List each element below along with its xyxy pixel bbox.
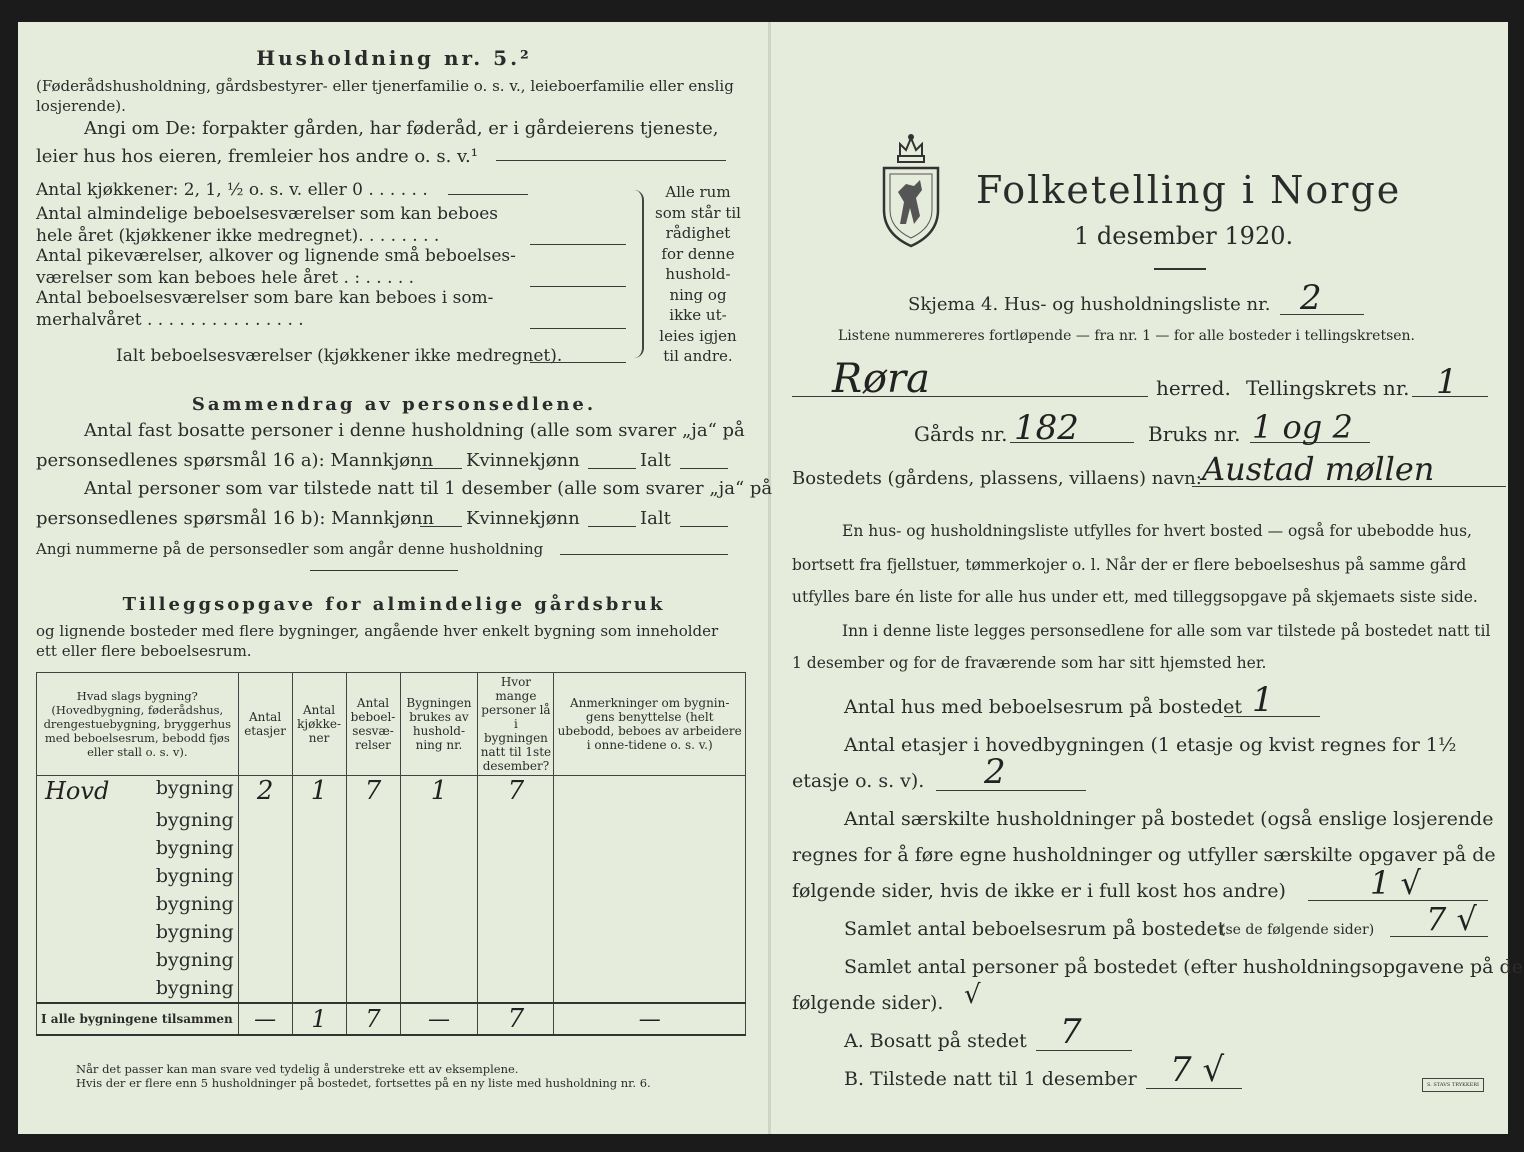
personer-label-1: Samlet antal personer på bostedet (efter husholdningsopgavene på de (844, 956, 1523, 978)
row-label[interactable]: bygning (37, 890, 239, 918)
tillegg-heading: Tilleggsopgave for almindelige gårdsbruk (122, 594, 666, 615)
angi-question-1: Angi om De: forpakter gården, har føderåd, er i gårdeierens tjeneste, (84, 118, 719, 139)
kjokken-cell[interactable] (292, 834, 346, 862)
hush-cell[interactable] (400, 776, 478, 807)
tilstede-kvinne-answer[interactable] (588, 526, 636, 527)
anm-cell[interactable] (554, 834, 746, 862)
etasjer-cell[interactable] (238, 918, 292, 946)
husholdninger-value[interactable]: 1 √ (1370, 864, 1421, 902)
sammendrag-p1-1: Antal fast bosatte personer i denne husholdning (alle som svarer „ja“ på (84, 420, 745, 441)
bruks-value[interactable]: 1 og 2 (1252, 408, 1353, 446)
anm-cell[interactable] (554, 776, 746, 807)
etasjer-label-1: Antal etasjer i hovedbygningen (1 etasje og kvist regnes for 1½ (844, 734, 1457, 756)
table-row (37, 862, 746, 890)
ialt-label: Ialt (640, 508, 671, 529)
bosatt-label: A. Bosatt på stedet (844, 1030, 1027, 1052)
side-note-line: leies igjen (659, 326, 737, 345)
pers-cell[interactable] (478, 776, 554, 807)
kjokken-cell[interactable] (292, 974, 346, 1003)
fast-mann-answer[interactable] (420, 468, 462, 469)
hus-label: Antal hus med beboelsesrum på bostedet (844, 696, 1243, 718)
table-row (37, 946, 746, 974)
sommer-label-1: Antal beboelsesværelser som bare kan beboes i som- (36, 288, 494, 308)
pers-cell[interactable] (478, 946, 554, 974)
bosatt-value[interactable]: 7 (1060, 1012, 1082, 1052)
krets-label: Tellingskrets nr. (1246, 376, 1410, 400)
personer-check[interactable]: √ (964, 980, 981, 1010)
table-row (37, 806, 746, 834)
etasjer-cell[interactable] (238, 834, 292, 862)
ialt-label: Ialt (640, 450, 671, 471)
pers-cell[interactable] (478, 806, 554, 834)
kjokken-cell[interactable] (292, 862, 346, 890)
right-page (770, 22, 1523, 1134)
rom-cell[interactable] (346, 776, 400, 807)
row-label: bygning (155, 777, 234, 799)
pike-label-2: værelser som kan beboes hele året . : . . . . . (36, 268, 415, 288)
angi-question-2: leier hus hos eieren, fremleier hos andre o. s. v.¹ (36, 146, 478, 167)
instructions-2: bortsett fra fjellstuer, tømmerkojer o. l. Når der er flere beboelseshus på samme gård (792, 556, 1467, 574)
pers-cell[interactable] (478, 918, 554, 946)
sommer-label-2: merhalvåret . . . . . . . . . . . . . . . (36, 310, 304, 330)
fast-kvinne-answer[interactable] (588, 468, 636, 469)
krets-value[interactable]: 1 (1436, 362, 1458, 402)
side-note (648, 182, 748, 367)
row-label[interactable]: bygning (37, 834, 239, 862)
bruks-label: Bruks nr. (1148, 422, 1241, 446)
husholdninger-label-3: følgende sider, hvis de ikke er i full kost hos andre) (792, 880, 1286, 902)
hush-cell[interactable] (400, 806, 478, 834)
alm-answer[interactable] (530, 244, 626, 245)
sommer-answer[interactable] (530, 328, 626, 329)
header-etasjer: Antal etasjer (238, 673, 292, 776)
anm-cell[interactable] (554, 862, 746, 890)
etasjer-cell[interactable] (238, 806, 292, 834)
kjokken-label: Antal kjøkkener: 2, 1, ½ o. s. v. eller 0 . . . . . . (36, 180, 428, 200)
table-row (37, 776, 746, 807)
etasjer-cell[interactable] (238, 890, 292, 918)
hus-value[interactable]: 1 (1252, 680, 1274, 720)
rom-cell[interactable] (346, 890, 400, 918)
ialt-label: Ialt beboelsesværelser (kjøkkener ikke medregnet). (116, 346, 563, 366)
sammendrag-heading: Sammendrag av personsedlene. (191, 394, 597, 415)
side-note-line: hushold- (665, 265, 731, 283)
building-table (36, 672, 746, 1036)
rum-note: (se de følgende sider) (1220, 922, 1375, 938)
instructions-1: En hus- og husholdningsliste utfylles for hvert bosted — også for ubebodde hus, (842, 522, 1472, 540)
row-label[interactable]: bygning (37, 946, 239, 974)
sum-anm[interactable]: — (554, 1003, 746, 1035)
instructions-4: Inn i denne liste legges personsedlene for alle som var tilstede på bostedet natt til (842, 622, 1491, 640)
sammendrag-p2-1: Antal personer som var tilstede natt til 1 desember (alle som svarer „ja“ på (84, 478, 773, 499)
angi-answer-line[interactable] (496, 160, 726, 161)
pers-cell[interactable] (478, 862, 554, 890)
tillegg-sub-1: og lignende bosteder med flere bygninger, angående hver enkelt bygning som inneholder (36, 622, 719, 640)
sum-label: I alle bygningene tilsammen (37, 1003, 239, 1035)
title-divider (1154, 268, 1206, 270)
pers-cell[interactable] (478, 890, 554, 918)
tilstede-value[interactable]: 7 √ (1170, 1050, 1225, 1090)
side-note-line: for denne (661, 244, 735, 263)
personer-label-2: følgende sider). (792, 992, 944, 1014)
sammendrag-p2-2: personsedlenes spørsmål 16 b): Mannkjønn (36, 508, 435, 529)
printer-stamp: S. STAVS TRYKKERI (1422, 1078, 1484, 1092)
coat-of-arms-icon (878, 132, 944, 250)
skjema-nr-line[interactable] (1280, 314, 1364, 315)
skjema-nr-value[interactable]: 2 (1300, 278, 1322, 318)
etasjer-line[interactable] (936, 790, 1086, 791)
table-header-row (37, 673, 746, 776)
sum-rom[interactable]: 7 (346, 1003, 400, 1035)
household-title: Husholdning nr. 5.² (256, 46, 532, 70)
kjokken-cell[interactable] (292, 890, 346, 918)
hush-value: 1 (430, 776, 448, 806)
side-note-line: ikke ut- (669, 306, 727, 324)
row-label[interactable]: bygning (37, 862, 239, 890)
etasjer-cell[interactable] (238, 776, 292, 807)
kvinne-label: Kvinnekjønn (466, 508, 580, 529)
side-note-line: som står til (655, 203, 741, 222)
row-label[interactable]: bygning (37, 806, 239, 834)
side-note-line: Alle rum (665, 183, 731, 201)
pers-cell[interactable] (478, 834, 554, 862)
hush-cell[interactable] (400, 862, 478, 890)
etasjer-cell[interactable] (238, 946, 292, 974)
pers-value: 7 (507, 776, 525, 806)
anm-cell[interactable] (554, 890, 746, 918)
sum-etasjer[interactable]: — (238, 1003, 292, 1035)
row-label[interactable]: bygning (37, 974, 239, 1003)
footnote-1: Når det passer kan man svare ved tydelig å understreke ett av eksemplene. (76, 1062, 519, 1076)
rom-cell[interactable] (346, 974, 400, 1003)
etasjer-value[interactable]: 2 (984, 752, 1006, 792)
household-subtitle: (Føderådshusholdning, gårdsbestyrer- eller tjenerfamilie o. s. v., leieboerfamilie eller enslig losjerende). (36, 77, 734, 115)
census-title: Folketelling i Norge (976, 168, 1402, 212)
kjokken-cell[interactable] (292, 806, 346, 834)
divider (310, 570, 458, 571)
rum-value[interactable]: 7 √ (1426, 900, 1477, 938)
side-note-line: rådighet (665, 224, 731, 242)
pike-answer[interactable] (530, 286, 626, 287)
header-building-type: Hvad slags bygning? (Hovedbygning, føderådshus, drengestuebygning, bryggerhus med beboelsesrum, bebodd fjøs eller stall o. s. v). (37, 673, 239, 776)
etasjer-label-2: etasje o. s. v). (792, 770, 925, 792)
anm-cell[interactable] (554, 974, 746, 1003)
brace (632, 190, 644, 358)
row-building-cell[interactable] (37, 776, 239, 807)
alm-label-2: hele året (kjøkkener ikke medregnet). . . . . . . . (36, 226, 440, 246)
tilstede-label: B. Tilstede natt til 1 desember (844, 1068, 1137, 1090)
herred-label: herred. (1156, 376, 1231, 400)
header-beboelsesvaerelser: Antal beboel-sesvæ-relser (346, 673, 400, 776)
sum-pers[interactable]: 7 (478, 1003, 554, 1035)
ialt-answer[interactable] (530, 362, 626, 363)
kjokken-answer[interactable] (448, 194, 528, 195)
etasjer-cell[interactable] (238, 862, 292, 890)
alm-label-1: Antal almindelige beboelsesværelser som kan beboes (36, 204, 498, 224)
table-row (37, 918, 746, 946)
angi-nummerne-answer[interactable] (560, 554, 728, 555)
rom-cell[interactable] (346, 806, 400, 834)
side-note-line: til andre. (663, 347, 733, 365)
instructions-3: utfylles bare én liste for alle hus under ett, med tilleggsopgave på skjemaets siste side. (792, 588, 1478, 606)
sum-row (37, 1003, 746, 1035)
census-sheet (18, 22, 1523, 1134)
bosatt-line[interactable] (1036, 1050, 1132, 1051)
sammendrag-p1-2: personsedlenes spørsmål 16 a): Mannkjønn (36, 450, 434, 471)
instructions-5: 1 desember og for de fraværende som har sitt hjemsted her. (792, 654, 1267, 672)
husholdninger-label-1: Antal særskilte husholdninger på bostedet (også enslige losjerende (844, 808, 1494, 830)
etasjer-value: 2 (256, 776, 274, 806)
rum-label: Samlet antal beboelsesrum på bostedet (844, 918, 1226, 940)
anm-cell[interactable] (554, 806, 746, 834)
sum-kjokken[interactable]: 1 (292, 1003, 346, 1035)
table-row (37, 890, 746, 918)
rom-cell[interactable] (346, 834, 400, 862)
hush-cell[interactable] (400, 918, 478, 946)
etasjer-cell[interactable] (238, 974, 292, 1003)
fast-ialt-answer[interactable] (680, 468, 728, 469)
left-page (18, 22, 773, 1134)
side-note-line: ning og (669, 285, 727, 304)
building-name: Hovd (45, 777, 110, 805)
rom-cell[interactable] (346, 862, 400, 890)
angi-nummerne: Angi nummerne på de personsedler som angår denne husholdning (36, 540, 544, 558)
rom-cell[interactable] (346, 918, 400, 946)
hush-cell[interactable] (400, 974, 478, 1003)
anm-cell[interactable] (554, 918, 746, 946)
rom-cell[interactable] (346, 946, 400, 974)
pers-cell[interactable] (478, 974, 554, 1003)
gards-value[interactable]: 182 (1014, 408, 1079, 448)
listene-note: Listene nummereres fortløpende — fra nr. 1 — for alle bosteder i tellingskretsen. (838, 328, 1416, 344)
skjema-label: Skjema 4. Hus- og husholdningsliste nr. (908, 294, 1271, 315)
table-row (37, 834, 746, 862)
rom-value: 7 (364, 776, 382, 806)
hush-cell[interactable] (400, 834, 478, 862)
anm-cell[interactable] (554, 946, 746, 974)
header-anmerkninger: Anmerkninger om bygnin-gens benyttelse (helt ubebodd, beboes av arbeidere i onne-tidene o. s. v.) (554, 673, 746, 776)
herred-value[interactable]: Røra (832, 356, 930, 402)
header-husholdning: Bygningen brukes av hushold-ning nr. (400, 673, 478, 776)
kjokken-value: 1 (310, 776, 328, 806)
tilstede-mann-answer[interactable] (420, 526, 462, 527)
kjokken-cell[interactable] (292, 946, 346, 974)
gards-label: Gårds nr. (914, 422, 1008, 446)
row-label[interactable]: bygning (37, 918, 239, 946)
footnote-2: Hvis der er flere enn 5 husholdninger på bostedet, fortsettes på en ny liste med husholdning nr. 6. (76, 1076, 651, 1090)
tillegg-sub-2: ett eller flere beboelsesrum. (36, 642, 252, 660)
husholdninger-label-2: regnes for å føre egne husholdninger og utfyller særskilte opgaver på de (792, 844, 1496, 866)
header-personer: Hvor mange personer lå i bygningen natt til 1ste desember? (478, 673, 554, 776)
hush-cell[interactable] (400, 946, 478, 974)
kjokken-cell[interactable] (292, 918, 346, 946)
hush-cell[interactable] (400, 890, 478, 918)
kjokken-cell[interactable] (292, 776, 346, 807)
pike-label-1: Antal pikeværelser, alkover og lignende små beboelses- (36, 246, 516, 266)
sum-hush[interactable]: — (400, 1003, 478, 1035)
bosted-label: Bostedets (gårdens, plassens, villaens) navn: (792, 468, 1202, 489)
tilstede-ialt-answer[interactable] (680, 526, 728, 527)
census-date: 1 desember 1920. (1074, 222, 1294, 250)
kvinne-label: Kvinnekjønn (466, 450, 580, 471)
bosted-value[interactable]: Austad møllen (1202, 450, 1435, 488)
table-row (37, 974, 746, 1003)
header-kjokkener: Antal kjøkke-ner (292, 673, 346, 776)
